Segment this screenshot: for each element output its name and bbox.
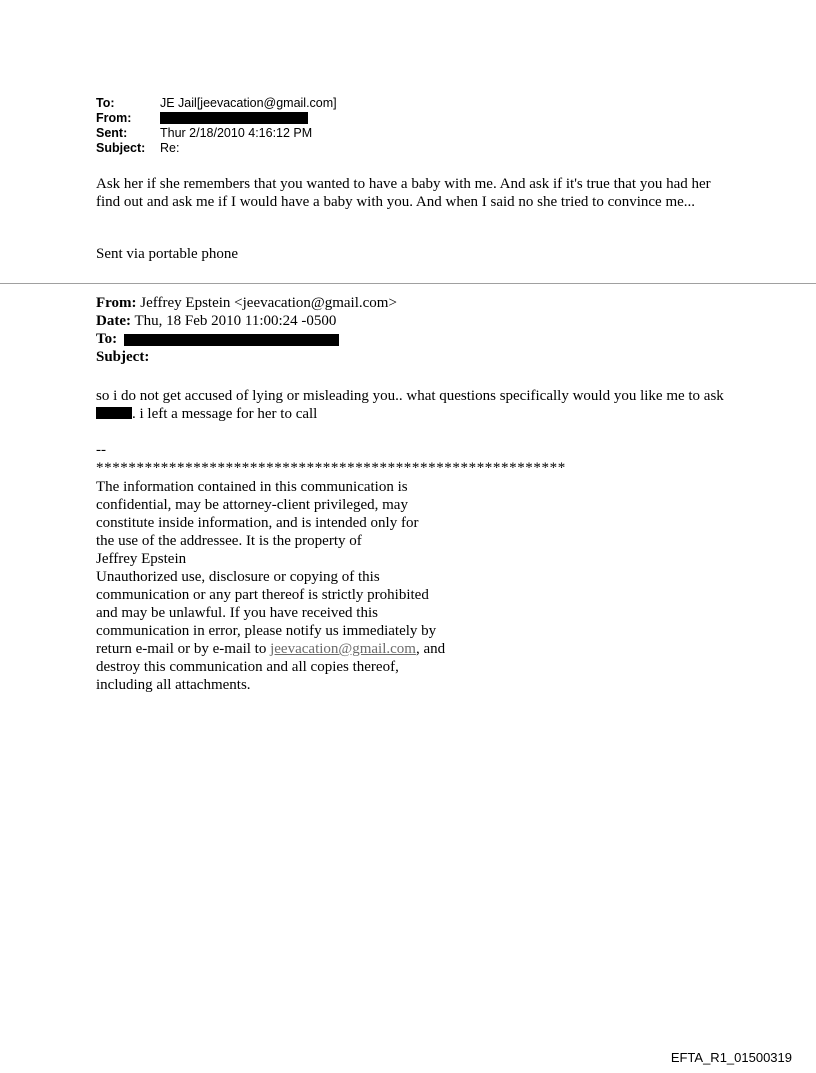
redaction-block: [96, 407, 132, 419]
signature-stars: **********************************************************: [96, 460, 566, 476]
disclaimer-line: Jeffrey Epstein: [96, 551, 187, 567]
from-row: [96, 294, 397, 312]
disclaimer-line: communication in error, please notify us immediately by: [96, 623, 437, 639]
sent-value: Thur 2/18/2010 4:16:12 PM: [160, 126, 313, 140]
body-text-part2: . i left a message for her to call: [132, 406, 318, 422]
sent-row: [96, 126, 337, 141]
to-label: To:: [96, 96, 115, 110]
document-id: EFTA_R1_01500319: [670, 1050, 792, 1065]
subject-value: Re:: [160, 141, 180, 155]
sent-label: Sent:: [96, 126, 128, 140]
redaction-block: [124, 334, 339, 346]
email1-header: [96, 96, 337, 156]
disclaimer-line: Unauthorized use, disclosure or copying of this: [96, 569, 380, 585]
disclaimer-line-with-link: [96, 640, 476, 658]
signature-dashes: --: [96, 442, 106, 458]
disclaimer-line: constitute inside information, and is intended only for: [96, 515, 419, 531]
to-label: To:: [96, 331, 118, 347]
to-row: [96, 96, 337, 111]
email2-header: [96, 294, 397, 366]
subject-label: Subject:: [96, 349, 150, 365]
from-label: From:: [96, 295, 137, 311]
date-label: Date:: [96, 313, 131, 329]
divider: [0, 283, 816, 284]
email-link[interactable]: jeevacation@gmail.com: [270, 641, 416, 657]
disclaimer-line: The information contained in this communication is: [96, 479, 408, 495]
date-value: Thu, 18 Feb 2010 11:00:24 -0500: [130, 313, 337, 329]
date-row: [96, 312, 397, 330]
disclaimer-line: including all attachments.: [96, 677, 251, 693]
email1-body: Ask her if she remembers that you wanted to have a baby with me. And ask if it's true that you had her find out and ask me if I would have a baby with you. And when I said no she tried to convince me...: [96, 176, 711, 210]
link-prefix: return e-mail or by e-mail to: [96, 641, 271, 657]
from-label: From:: [96, 111, 132, 125]
disclaimer-line: and may be unlawful. If you have received this: [96, 605, 378, 621]
disclaimer-line: confidential, may be attorney-client privileged, may: [96, 497, 408, 513]
from-value: Jeffrey Epstein <jeevacation@gmail.com>: [136, 295, 397, 311]
link-suffix: , and: [415, 641, 446, 657]
subject-label: Subject:: [96, 141, 146, 155]
subject-row: [96, 348, 397, 366]
to-row: [96, 330, 397, 348]
disclaimer-line: destroy this communication and all copies thereof,: [96, 659, 399, 675]
redaction-block: [160, 112, 308, 124]
disclaimer: [96, 478, 476, 694]
to-value: JE Jail[jeevacation@gmail.com]: [160, 96, 337, 110]
body-text-part1: so i do not get accused of lying or misleading you.. what questions specifically would you like me to ask: [96, 388, 724, 404]
email2-body: [96, 387, 736, 423]
disclaimer-line: communication or any part thereof is strictly prohibited: [96, 587, 429, 603]
subject-row: [96, 141, 337, 156]
email1-signature: Sent via portable phone: [96, 246, 239, 262]
disclaimer-line: the use of the addressee. It is the property of: [96, 533, 362, 549]
from-row: [96, 111, 337, 126]
